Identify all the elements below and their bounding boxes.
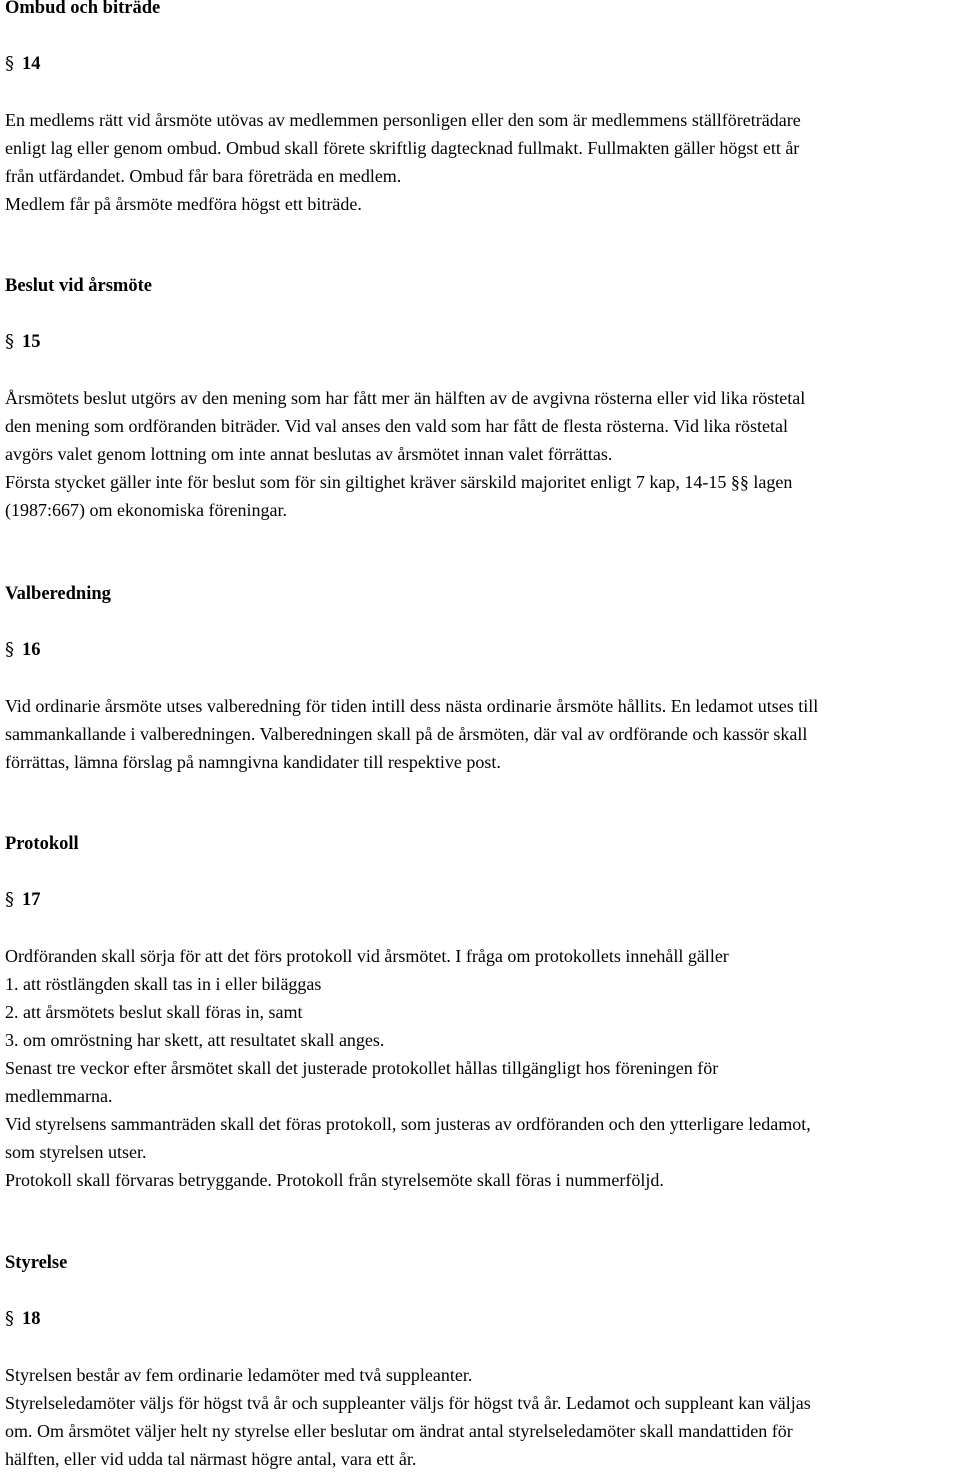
paragraph-symbol: § [5, 1308, 14, 1329]
paragraph-number-18: § 18 [5, 1308, 41, 1329]
text-line: Senast tre veckor efter årsmötet skall det justerade protokollet hållas tillgängligt hos föreningen för [5, 1058, 719, 1078]
text-line: Första stycket gäller inte för beslut som för sin giltighet kräver särskild majoritet enligt 7 kap, 14-15 §§ lagen [5, 472, 793, 492]
text-line: förrättas, lämna förslag på namngivna kandidater till respektive post. [5, 752, 501, 772]
text-line: medlemmarna. [5, 1086, 113, 1106]
section-body-15 [5, 384, 955, 524]
text-line: från utfärdandet. Ombud får bara företräda en medlem. [5, 166, 402, 186]
paragraph-number-15: § 15 [5, 331, 41, 352]
paragraph-number-16: § 16 [5, 639, 41, 660]
section-heading-ombud: Ombud och biträde [5, 0, 161, 18]
text-line: Vid ordinarie årsmöte utses valberedning för tiden intill dess nästa ordinarie årsmöte hållits. En ledamot utses till [5, 696, 819, 716]
text-line: den mening som ordföranden biträder. Vid val anses den vald som har fått de flesta rösterna. Vid lika röstetal [5, 416, 788, 436]
list-item: 3. om omröstning har skett, att resultatet skall anges. [5, 1030, 385, 1050]
text-line: sammankallande i valberedningen. Valberedningen skall på de årsmöten, där val av ordförande och kassör skall [5, 724, 808, 744]
text-line: En medlems rätt vid årsmöte utövas av medlemmen personligen eller den som är medlemmens ställföreträdare [5, 110, 801, 130]
section-body-18 [5, 1361, 955, 1473]
paragraph-symbol: § [5, 889, 14, 910]
paragraph-number-17: § 17 [5, 889, 41, 910]
text-line: om. Om årsmötet väljer helt ny styrelse eller beslutar om ändrat antal styrelseledamöter skall mandattiden för [5, 1421, 793, 1441]
paragraph-symbol: § [5, 53, 14, 74]
text-line: Protokoll skall förvaras betryggande. Protokoll från styrelsemöte skall föras i nummerföljd. [5, 1170, 664, 1190]
section-heading-styrelse: Styrelse [5, 1253, 68, 1273]
text-line: Årsmötets beslut utgörs av den mening som har fått mer än hälften av de avgivna rösterna eller vid lika röstetal [5, 388, 806, 408]
text-line: Styrelsen består av fem ordinarie ledamöter med två suppleanter. [5, 1365, 473, 1385]
paragraph-number-14: § 14 [5, 53, 41, 74]
text-line: (1987:667) om ekonomiska föreningar. [5, 500, 287, 520]
section-body-17 [5, 942, 955, 1194]
list-item: 1. att röstlängden skall tas in i eller biläggas [5, 974, 322, 994]
section-body-16 [5, 692, 955, 776]
text-line: avgörs valet genom lottning om inte annat beslutas av årsmötet innan valet förrättas. [5, 444, 613, 464]
section-heading-valberedning: Valberedning [5, 584, 111, 604]
text-line: hälften, eller vid udda tal närmast högre antal, vara ett år. [5, 1449, 417, 1469]
text-line: Styrelseledamöter väljs för högst två år och suppleanter väljs för högst två år. Ledamot och suppleant kan väljas [5, 1393, 811, 1413]
list-item: 2. att årsmötets beslut skall föras in, samt [5, 1002, 303, 1022]
section-heading-beslut: Beslut vid årsmöte [5, 276, 152, 296]
section-heading-protokoll: Protokoll [5, 834, 79, 854]
text-line: Vid styrelsens sammanträden skall det föras protokoll, som justeras av ordföranden och den ytterligare ledamot, [5, 1114, 811, 1134]
text-line: enligt lag eller genom ombud. Ombud skall förete skriftlig dagtecknad fullmakt. Fullmakten gäller högst ett år [5, 138, 800, 158]
text-line: Ordföranden skall sörja för att det förs protokoll vid årsmötet. I fråga om protokollets innehåll gäller [5, 946, 729, 966]
paragraph-symbol: § [5, 331, 14, 352]
section-body-14 [5, 106, 955, 218]
paragraph-symbol: § [5, 639, 14, 660]
text-line: som styrelsen utser. [5, 1142, 147, 1162]
text-line: Medlem får på årsmöte medföra högst ett biträde. [5, 194, 362, 214]
